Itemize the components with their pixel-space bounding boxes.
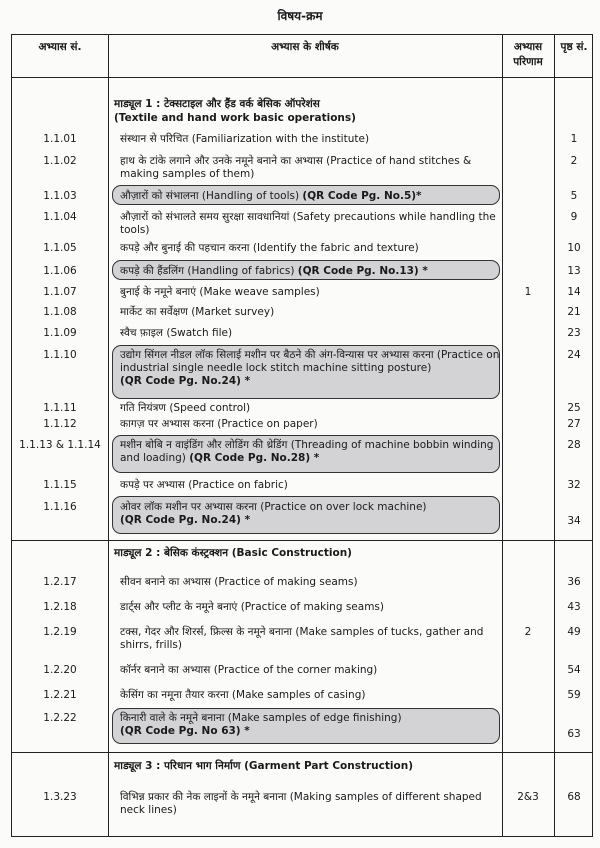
exercise-no: 1.1.05 <box>43 242 77 254</box>
exercise-title: कपड़े और बुनाई की पहचान करना (Identify the fabric and texture) <box>120 242 419 254</box>
page-no: 2 <box>570 155 578 167</box>
page-no: 49 <box>567 626 581 638</box>
exercise-title: गति नियंत्रण (Speed control) <box>120 402 251 414</box>
page-no: 32 <box>567 479 581 491</box>
exercise-title: किनारी वाले के नमूने बनाना (Make samples of edge finishing) (QR Code Pg. No 63) * <box>120 712 402 737</box>
exercise-title: बुनाई के नमूने बनाएं (Make weave samples) <box>120 286 320 298</box>
exercise-title: मार्केट का सर्वेक्षण (Market survey) <box>120 306 275 318</box>
exercise-no: 1.2.18 <box>43 601 77 613</box>
col-divider <box>502 35 503 836</box>
qr-code-ref: (QR Code Pg. No.13) * <box>297 265 428 277</box>
exercise-title: मशीन बोबि न वाइंडिंग और लोडिंग की थ्रेडिंग (Threading of machine bobbin winding and loading) (QR Code Pg. No.28) * <box>120 439 494 464</box>
qr-code-ref: (QR Code Pg. No.24) * <box>120 375 251 387</box>
qr-code-ref: (QR Code Pg. No.28) * <box>189 452 320 464</box>
page-no: 36 <box>567 576 581 588</box>
qr-code-ref: (QR Code Pg. No.5)* <box>302 190 422 202</box>
exercise-title: कॉर्नर बनाने का अभ्यास (Practice of the corner making) <box>120 664 378 676</box>
page-no: 27 <box>567 418 581 430</box>
exercise-no: 1.1.10 <box>43 349 77 361</box>
page-no: 63 <box>567 728 581 740</box>
exercise-no: 1.1.07 <box>43 286 77 298</box>
result-value: 2&3 <box>517 791 539 803</box>
qr-code-ref: (QR Code Pg. No.24) * <box>120 514 251 526</box>
page-no: 23 <box>567 327 581 339</box>
module-title: माड्यूल 2 : बेसिक कंस्ट्रक्शन (Basic Construction) <box>114 547 352 559</box>
exercise-no: 1.2.21 <box>43 689 77 701</box>
page-no: 68 <box>567 791 581 803</box>
page-no: 14 <box>567 286 581 298</box>
exercise-title: कपड़े पर अभ्यास (Practice on fabric) <box>120 479 288 491</box>
exercise-title: औज़ारों को संभालते समय सुरक्षा सावधानियां (Safety precautions while handling the tools) <box>120 211 496 236</box>
exercise-title: विभिन्न प्रकार की नेक लाइनों के नमूने बनाना (Making samples of different shaped neck lines) <box>120 791 482 816</box>
page-no: 13 <box>567 265 581 277</box>
page-no: 43 <box>567 601 581 613</box>
module-title: माड्यूल 1 : टेक्सटाइल और हैंड वर्क बेसिक ऑपरेशंस (Textile and hand work basic operations) <box>114 98 356 124</box>
exercise-title: हाथ के टांके लगाने और उनके नमूने बनाने का अभ्यास (Practice of hand stitches & making samples of them) <box>120 155 472 180</box>
header-exercise-no: अभ्यास सं. <box>38 41 82 53</box>
exercise-no: 1.1.16 <box>43 501 77 513</box>
page-no: 21 <box>567 306 581 318</box>
exercise-title: केसिंग का नमूना तैयार करना (Make samples of casing) <box>120 689 366 701</box>
exercise-no: 1.2.17 <box>43 576 77 588</box>
exercise-title: उद्योग सिंगल नीडल लॉक सिलाई मशीन पर बैठने की अंग-विन्यास पर अभ्यास करना (Practice on industrial single needle lock stitch machine sitting posture) (QR Code Pg. No.24) * <box>120 349 500 387</box>
module-divider <box>12 752 592 753</box>
header-result: अभ्यास परिणाम <box>513 41 543 68</box>
page-no: 1 <box>570 133 578 145</box>
exercise-no: 1.1.13 & 1.1.14 <box>19 439 101 451</box>
page-no: 54 <box>567 664 581 676</box>
exercise-no: 1.1.02 <box>43 155 77 167</box>
page-no: 24 <box>567 349 581 361</box>
exercise-title: ओवर लॉक मशीन पर अभ्यास करना (Practice on over lock machine) (QR Code Pg. No.24) * <box>120 501 427 526</box>
toc-table <box>11 34 593 837</box>
exercise-no: 1.3.23 <box>43 791 77 803</box>
exercise-no: 1.1.01 <box>43 133 77 145</box>
exercise-no: 1.2.22 <box>43 712 77 724</box>
exercise-no: 1.2.19 <box>43 626 77 638</box>
exercise-title: कपड़े की हैंडलिंग (Handling of fabrics) (QR Code Pg. No.13) * <box>120 265 428 277</box>
exercise-no: 1.1.04 <box>43 211 77 223</box>
exercise-no: 1.1.09 <box>43 327 77 339</box>
exercise-no: 1.1.08 <box>43 306 77 318</box>
exercise-title: कागज़ पर अभ्यास करना (Practice on paper) <box>120 418 318 430</box>
page-no: 5 <box>570 190 578 202</box>
page-no: 25 <box>567 402 581 414</box>
page-title: विषय-क्रम <box>277 9 323 23</box>
exercise-title: स्वैच फ़ाइल (Swatch file) <box>120 327 233 339</box>
result-value: 1 <box>524 286 532 298</box>
page-no: 59 <box>567 689 581 701</box>
page-no: 34 <box>567 515 581 527</box>
page-no: 9 <box>570 211 578 223</box>
result-value: 2 <box>524 626 532 638</box>
header-page: पृष्ठ सं. <box>560 41 588 53</box>
page-no: 10 <box>567 242 581 254</box>
exercise-no: 1.1.15 <box>43 479 77 491</box>
exercise-no: 1.1.06 <box>43 265 77 277</box>
exercise-title: औज़ारों को संभालना (Handling of tools) (QR Code Pg. No.5)* <box>120 190 422 202</box>
module-divider <box>12 540 592 541</box>
page-no: 28 <box>567 439 581 451</box>
header-divider <box>12 77 592 78</box>
module-title: माड्यूल 3 : परिधान भाग निर्माण (Garment Part Construction) <box>114 760 413 772</box>
header-exercise-title: अभ्यास के शीर्षक <box>271 41 339 53</box>
exercise-no: 1.1.03 <box>43 190 77 202</box>
exercise-title: डार्ट्स और प्लीट के नमूने बनाएं (Practice of making seams) <box>120 601 384 613</box>
col-divider <box>108 35 109 836</box>
qr-code-ref: (QR Code Pg. No 63) * <box>120 725 250 737</box>
exercise-title: टक्स, गेदर और शिरर्स, फ्रिल्स के नमूने बनाना (Make samples of tucks, gather and shirrs, frills) <box>120 626 484 651</box>
exercise-no: 1.2.20 <box>43 664 77 676</box>
exercise-title: सीवन बनाने का अभ्यास (Practice of making seams) <box>120 576 358 588</box>
exercise-title: संस्थान से परिचित (Familiarization with the institute) <box>120 133 370 145</box>
exercise-no: 1.1.12 <box>43 418 77 430</box>
exercise-no: 1.1.11 <box>43 402 77 414</box>
